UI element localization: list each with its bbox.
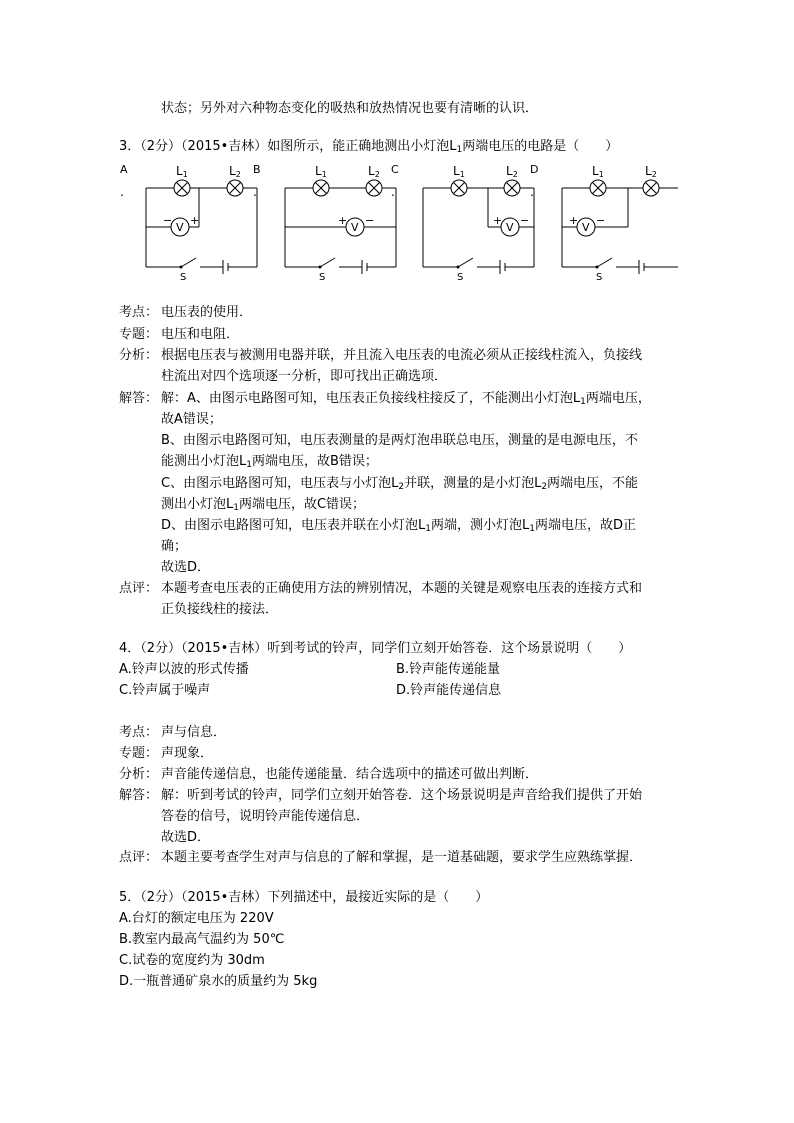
option-dot: . [120,185,124,199]
q4-jieda-line-2: 答卷的信号，说明铃声能传递信息． [161,809,370,824]
q3-d1-tail: 两端电压，故D正 [534,518,636,533]
q3-c2-sub: 1 [233,503,239,513]
q3-d1-sub-b: 1 [529,524,535,534]
q4-header: 4．（2分）（2015•吉林）听到考试的铃声，同学们立刻开始答卷．这个场景说明（ ） [119,641,632,656]
q3-dianping-line-2: 正负接线柱的接法． [161,602,279,617]
q4-choose: 故选D． [161,830,211,845]
option-letter: B [253,163,261,176]
q4-option-a: A.铃声以波的形式传播 [119,662,249,677]
voltmeter-label: V [176,221,184,234]
q5-option-d: D.一瓶普通矿泉水的质量约为 5kg [119,974,318,989]
q3-a1-text: 解：A、由图示电路图可知，电压表正负接线柱接反了，不能测出小灯泡L [161,391,581,406]
circuit-option-c [391,163,534,281]
q3-c1-sub-b: 2 [541,482,548,492]
circuit-wire [597,258,612,267]
q3-header-L: L [449,139,457,154]
q3-answer-c-line-2 [161,496,365,514]
q3-b2-sub: 1 [246,460,252,470]
q5-option-c: C.试卷的宽度约为 30dm [119,953,265,968]
q3-answer-b-line-1: B、由图示电路图可知，电压表测量的是两灯泡串联总电压，测量的是电源电压，不 [161,433,638,448]
switch-label: S [457,272,464,281]
q3-dianping-line-1: 本题考查电压表的正确使用方法的辨别情况，本题的关键是观察电压表的连接方式和 [161,581,643,596]
q3-header [119,138,618,156]
bulb-l1-icon-label: L1 [592,164,604,179]
q5-header: 5．（2分）（2015•吉林）下列描述中，最接近实际的是（ ） [119,890,489,905]
q4-dianping: 本题主要考查学生对声与信息的了解和掌握，是一道基础题，要求学生应熟练掌握． [161,850,643,865]
q3-c1-mid: 并联，测量的是小灯泡L [404,476,542,491]
q5-option-b: B.教室内最高气温约为 50℃ [119,932,285,947]
circuit-option-a [120,163,257,281]
q3-zhuanti-label: 专题： [119,327,159,342]
circuit-option-b [253,163,396,281]
switch-label: S [596,272,603,281]
q4-option-c: C.铃声属于噪声 [119,683,211,698]
q3-c2-text: 测出小灯泡L [161,497,234,512]
q3-d1-text: D、由图示电路图可知，电压表并联在小灯泡L [161,518,426,533]
q3-fenxi-line-1: 根据电压表与被测用电器并联，并且流入电压表的电流必须从正接线柱流入，负接线 [161,348,643,363]
voltmeter-label: V [506,221,514,234]
q4-jieda-label: 解答： [119,788,159,803]
voltmeter-left-terminal: − [163,214,173,227]
circuit-wire [458,258,473,267]
q4-zhuanti-label: 专题： [119,746,159,761]
q3-zhuanti: 电压和电阻． [161,327,240,342]
switch-label: S [319,272,326,281]
q5-option-a: A.台灯的额定电压为 220V [119,911,274,926]
option-letter: C [391,163,399,176]
q3-c2-tail: 两端电压，故C错误； [238,497,366,512]
q4-zhuanti: 声现象． [161,746,214,761]
bulb-l1-icon-label: L1 [176,164,188,179]
voltmeter-label: V [351,221,359,234]
q3-jieda-label: 解答： [119,391,159,406]
q3-answer-d-line-1 [161,517,636,535]
bulb-l2-icon-label: L2 [506,164,518,179]
voltmeter-label: V [582,221,590,234]
q3-answer-b-line-2 [161,453,378,471]
q4-fenxi: 声音能传递信息，也能传递能量．结合选项中的描述可做出判断． [161,767,539,782]
q3-a1-tail: 两端电压， [585,391,651,406]
q4-kaodian: 声与信息． [161,725,227,740]
q4-dianping-label: 点评： [119,850,159,865]
q3-c1-text: C、由图示电路图可知，电压表与小灯泡L [161,476,399,491]
option-dot: . [391,185,395,199]
option-letter: D [530,163,539,176]
q3-b2-tail: 两端电压，故B错误； [251,454,378,469]
q3-kaodian: 电压表的使用． [161,305,253,320]
bulb-l2-icon-label: L2 [645,164,657,179]
voltmeter-right-terminal: − [596,214,606,227]
q4-fenxi-label: 分析： [119,767,159,782]
q3-a1-sub: 1 [580,397,586,407]
q3-fenxi-label: 分析： [119,348,159,363]
bulb-l1-icon-label: L1 [453,164,465,179]
q3-dianping-label: 点评： [119,581,159,596]
switch-label: S [180,272,187,281]
option-dot: . [530,185,534,199]
q3-circuit-figure [110,156,680,281]
q3-answer-d-line-2: 确； [161,539,188,554]
q3-header-sub: 1 [456,145,463,155]
circuit-wire [320,258,335,267]
voltmeter-right-terminal: + [190,214,200,227]
q3-d1-sub-a: 1 [425,524,431,534]
bulb-l2-icon-label: L2 [229,164,241,179]
q3-c1-tail: 两端电压，不能 [547,476,639,491]
intro-line: 状态；另外对六种物态变化的吸热和放热情况也要有清晰的认识． [161,101,539,116]
q3-choose: 故选D． [161,560,211,575]
q3-fenxi-line-2: 柱流出对四个选项逐一分析，即可找出正确选项． [161,369,448,384]
q3-d1-mid: 两端，测小灯泡L [431,518,530,533]
q4-jieda-line-1: 解：听到考试的铃声，同学们立刻开始答卷．这个场景说明是声音给我们提供了开始 [161,788,643,803]
voltmeter-right-terminal: − [520,214,530,227]
q3-kaodian-label: 考点： [119,305,159,320]
q3-c1-sub-a: 2 [398,482,405,492]
q3-header-tail: 两端电压的电路是（ ） [462,139,619,154]
q3-b2-text: 能测出小灯泡L [161,454,247,469]
option-letter: A [120,163,128,176]
q3-answer-c-line-1 [161,475,638,493]
voltmeter-left-terminal: + [569,214,579,227]
q3-answer-a-line-1 [161,390,651,408]
q3-answer-a-line-2: 故A错误； [161,412,222,427]
option-dot: . [253,185,257,199]
q4-option-b: B.铃声能传递能量 [396,662,501,677]
q4-option-d: D.铃声能传递信息 [396,683,502,698]
bulb-l1-icon-label: L1 [315,164,327,179]
voltmeter-right-terminal: − [365,214,375,227]
voltmeter-left-terminal: + [338,214,348,227]
q3-header-text: 3．（2分）（2015•吉林）如图所示，能正确地测出小灯泡 [119,139,450,154]
q4-kaodian-label: 考点： [119,725,159,740]
circuit-wire [181,258,196,267]
bulb-l2-icon-label: L2 [368,164,380,179]
circuit-option-d [530,163,678,281]
voltmeter-left-terminal: + [493,214,503,227]
